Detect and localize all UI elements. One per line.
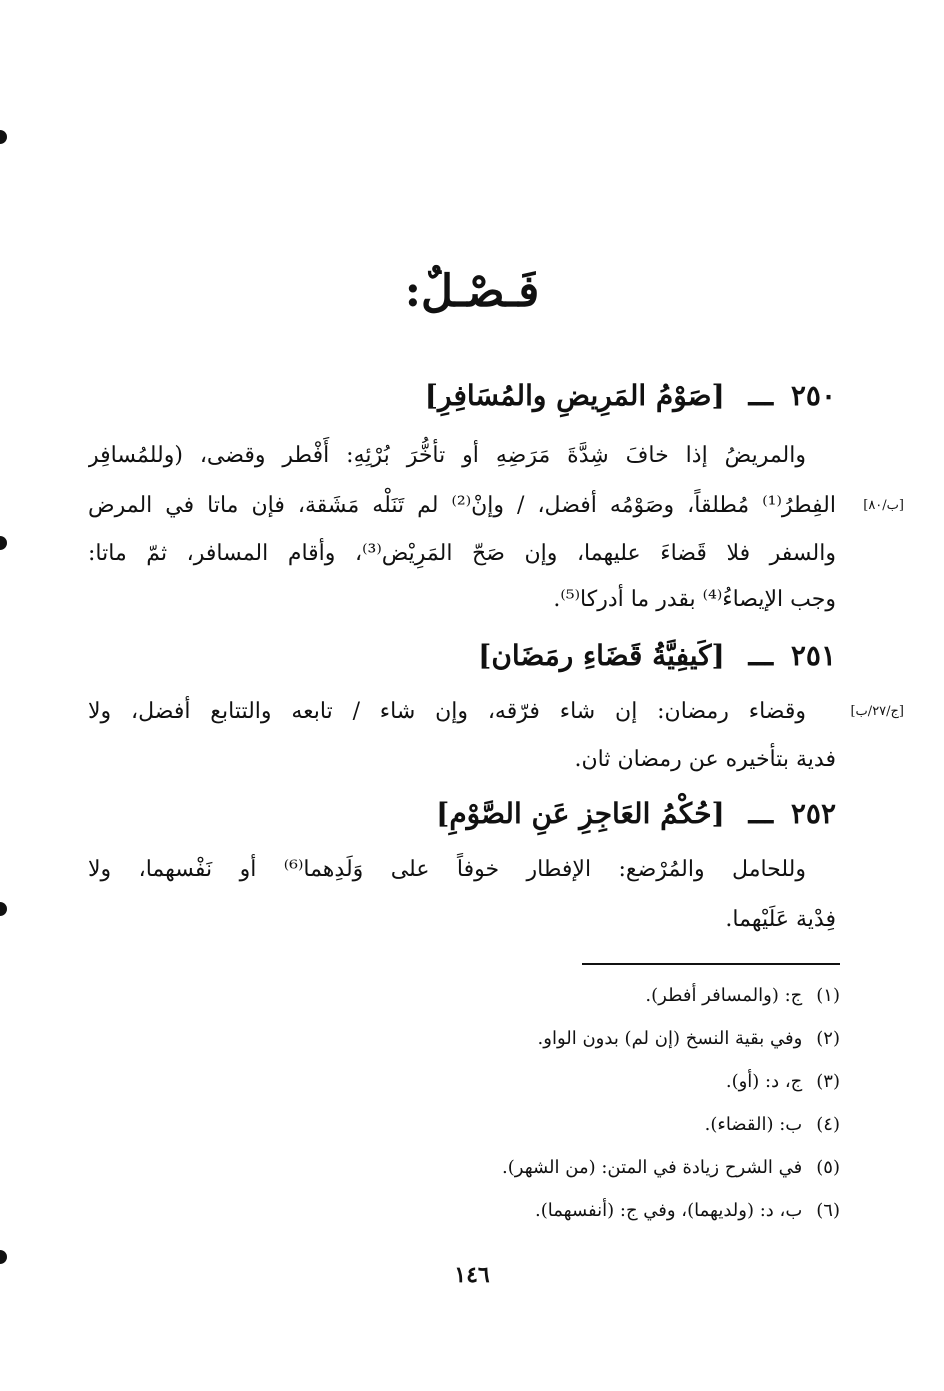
chapter-title: فَـصْـلٌ: (404, 266, 540, 317)
footnote-6 (535, 1195, 840, 1227)
footnote-2 (538, 1023, 840, 1055)
scan-edge-mark (0, 536, 7, 550)
footnote-number: (١) (816, 985, 840, 1006)
section-title: [حُكْمُ العَاجِزِ عَنِ الصَّوْمِ] (436, 797, 725, 830)
section-number: ٢٥٢ (790, 797, 836, 830)
footnote-3 (726, 1066, 840, 1098)
footnote-number: (٦) (816, 1200, 840, 1221)
scan-edge-mark (0, 902, 7, 916)
paragraph-line: الفِطرُ⁽¹⁾ مُطلقاً، وصَوْمُه أفضل، / وإنْ⁽²⁾ لم تَنَلْه مَشَقة، فإن ماتا في المرض (88, 493, 836, 518)
margin-note: [ب/٨٠] (863, 498, 904, 513)
section-heading-252 (436, 792, 836, 836)
paragraph-line: وللحامل والمُرْضع: الإفطار خوفاً على وَلَدِهما⁽⁶⁾ أو نَفْسهما، ولا (88, 857, 806, 882)
footnote-text: ج، د: (أو). (725, 1071, 803, 1092)
margin-note: [ج/٢٧/ب] (850, 704, 904, 719)
page-number: ١٤٦ (454, 1262, 490, 1288)
footnote-5 (502, 1152, 840, 1184)
paragraph-line: فدية بتأخيره عن رمضان ثان. (574, 747, 836, 772)
section-dash: ـــ (748, 797, 774, 830)
scan-edge-mark (0, 130, 7, 144)
section-number: ٢٥٠ (790, 379, 836, 412)
footnote-divider (582, 963, 840, 965)
footnote-number: (٥) (816, 1157, 840, 1178)
footnote-number: (٣) (816, 1071, 840, 1092)
footnote-number: (٢) (816, 1028, 840, 1049)
section-heading-251 (478, 634, 836, 678)
footnote-text: في الشرح زيادة في المتن: (من الشهر). (502, 1157, 803, 1178)
section-title: [صَوْمُ المَرِيضِ والمُسَافِرِ] (424, 379, 725, 412)
footnote-text: ب: (القضاء). (704, 1114, 803, 1135)
footnote-text: وفي بقية النسخ (إن لم) بدون الواو. (537, 1028, 803, 1049)
footnote-number: (٤) (816, 1114, 840, 1135)
section-title: [كَيفِيَّةُ قَضَاءِ رمَضَان] (478, 639, 725, 672)
section-heading-250 (425, 374, 836, 418)
paragraph-line: وقضاء رمضان: إن شاء فرّقه، وإن شاء / تابعه والتتابع أفضل، ولا (88, 699, 806, 724)
section-dash: ـــ (748, 379, 774, 412)
footnote-text: ج: (والمسافر أفطر). (645, 985, 803, 1006)
paragraph-line: والمريضُ إذا خافَ شِدَّةَ مَرَضِهِ أو تأخُّرَ بُرْئِهِ: أَفْطر وقضى، (وللمُسافِر (88, 443, 806, 468)
paragraph-line: والسفر فلا قَضاءَ عليهما، وإن صَحّ المَرِيْض⁽³⁾، وأقام المسافر، ثمّ ماتا: (88, 541, 836, 566)
footnote-1 (645, 980, 840, 1012)
footnote-text: ب، د: (ولديهما)، وفي ج: (أنفسهما). (535, 1200, 803, 1221)
paragraph-line: وجب الإيصاءُ⁽⁴⁾ بقدر ما أدركا⁽⁵⁾. (553, 587, 836, 612)
section-dash: ـــ (748, 639, 774, 672)
footnote-4 (705, 1109, 840, 1141)
paragraph-line: فِدْية عَلَيْهما. (725, 907, 836, 932)
section-number: ٢٥١ (790, 639, 836, 672)
